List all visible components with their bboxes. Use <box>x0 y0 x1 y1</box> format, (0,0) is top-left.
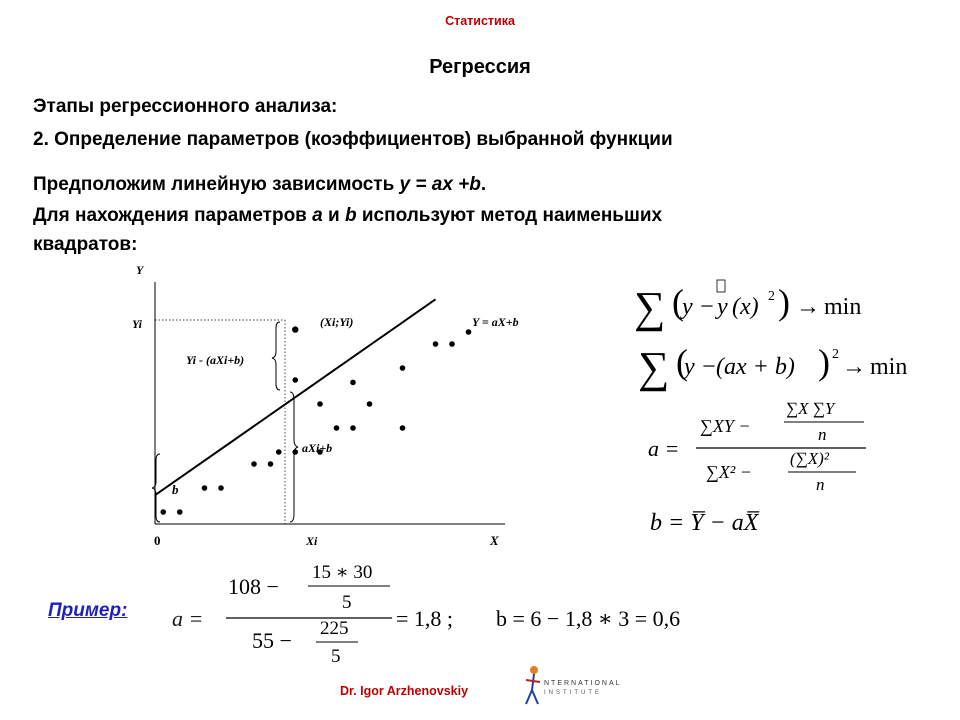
params-text-1: Для нахождения параметров <box>33 205 313 226</box>
example-num-frac-num: 15 ∗ 30 <box>312 562 373 583</box>
stages-heading: Этапы регрессионного анализа: <box>33 96 338 117</box>
data-point <box>276 449 282 455</box>
formula-1-x: (x) <box>732 294 759 320</box>
example-a-result: = 1,8 ; <box>396 606 454 631</box>
data-point <box>202 485 208 491</box>
paren-close-2: ) <box>818 342 830 382</box>
example-b-calc: b = 6 − 1,8 ∗ 3 = 0,6 <box>496 606 681 631</box>
data-point <box>400 425 406 431</box>
point-label: (Xi;Yi) <box>320 315 354 329</box>
origin-label: 0 <box>154 533 161 548</box>
subject-header: Статистика <box>445 14 515 28</box>
xi-label: Xi <box>306 534 318 548</box>
a-den-frac-den: n <box>816 475 825 494</box>
data-point <box>218 485 224 491</box>
data-point <box>466 329 472 335</box>
institute-logo <box>518 664 638 710</box>
highlight-point <box>292 326 298 332</box>
b-formula-lhs: b <box>650 510 662 536</box>
data-point <box>251 461 257 467</box>
paren-open-1: ( <box>672 282 684 322</box>
params-and: и <box>322 205 345 226</box>
sum-2: ∑ <box>638 343 670 392</box>
param-b: b <box>344 205 357 226</box>
data-point <box>177 509 183 515</box>
example-den-frac-num: 225 <box>320 618 349 639</box>
logo-line-1: NTERNATIONAL <box>544 680 622 687</box>
residual-brace <box>272 322 280 390</box>
sum-1: ∑ <box>634 283 666 332</box>
logo-line-2: INSTITUTE <box>544 690 602 696</box>
hat-box <box>717 280 725 292</box>
data-point <box>292 449 298 455</box>
data-point <box>268 461 274 467</box>
fitted-brace <box>290 392 298 522</box>
b-formula-rhs: = Y̅ − aX̅ <box>668 510 759 536</box>
data-point <box>350 425 356 431</box>
a-num-frac-num: ∑X ∑Y <box>786 399 835 418</box>
line-equation-label: Y = aX+b <box>472 315 519 329</box>
residual-label: Yi - (aXi+b) <box>186 353 245 367</box>
formula-2-inner: (ax + b) <box>716 354 795 380</box>
example-den-left: 55 − <box>252 628 292 653</box>
stage-2-text: 2. Определение параметров (коэффициентов) выбранной функции <box>33 129 673 150</box>
example-den-frac-den: 5 <box>331 646 341 667</box>
data-point <box>449 341 455 347</box>
data-point <box>433 341 439 347</box>
regression-graph <box>120 258 560 558</box>
min-1: min <box>824 294 862 320</box>
a-num-left: ∑XY − <box>700 416 751 436</box>
author-footer: Dr. Igor Arzhenovskiy <box>340 684 469 698</box>
assumption-line <box>33 174 486 196</box>
a-den-left: ∑X² − <box>706 462 752 482</box>
example-num-frac-den: 5 <box>342 592 352 613</box>
page-title: Регрессия <box>429 56 531 78</box>
arrow-1: → <box>796 294 820 320</box>
example-calculation <box>168 558 748 674</box>
paren-close-1: ) <box>778 282 790 322</box>
min-2: min <box>870 354 908 380</box>
formula-2-square: 2 <box>832 347 839 362</box>
person-icon <box>518 664 548 710</box>
example-num-left: 108 − <box>228 574 279 599</box>
yi-label: Yi <box>132 317 143 331</box>
assumption-formula: y = ax +b <box>399 174 481 195</box>
y-axis-label: Y <box>136 263 144 277</box>
formula-1-yhat: y <box>717 294 728 320</box>
formula-1-left: y − <box>682 294 715 320</box>
paren-open-2: ( <box>676 342 688 382</box>
fitted-label: aXi+b <box>302 441 333 455</box>
params-line-1 <box>33 205 662 227</box>
example-label: Пример: <box>48 600 128 621</box>
a-den-frac-num: (∑X)² <box>790 449 829 468</box>
formula-1-square: 2 <box>768 289 775 304</box>
param-a: a <box>312 205 323 226</box>
b-formula <box>650 510 758 537</box>
data-point <box>292 377 298 383</box>
intercept-brace <box>152 454 160 522</box>
x-axis-label: X <box>490 533 499 548</box>
data-point <box>350 380 356 386</box>
assumption-suffix: . <box>480 174 487 195</box>
a-formula-lhs: a = <box>648 436 680 461</box>
data-point <box>317 401 323 407</box>
data-point <box>400 365 406 371</box>
params-text-2: используют метод наименьших <box>356 205 663 226</box>
assumption-prefix: Предположим линейную зависимость <box>33 174 400 195</box>
example-a-lhs: a = <box>172 606 204 631</box>
data-point <box>367 401 373 407</box>
data-point <box>160 509 166 515</box>
params-line-2: квадратов: <box>33 234 138 255</box>
arrow-2: → <box>842 354 866 380</box>
intercept-label: b <box>172 482 179 497</box>
a-num-frac-den: n <box>818 425 827 444</box>
formula-2-left: y − <box>684 354 717 380</box>
data-point <box>334 425 340 431</box>
